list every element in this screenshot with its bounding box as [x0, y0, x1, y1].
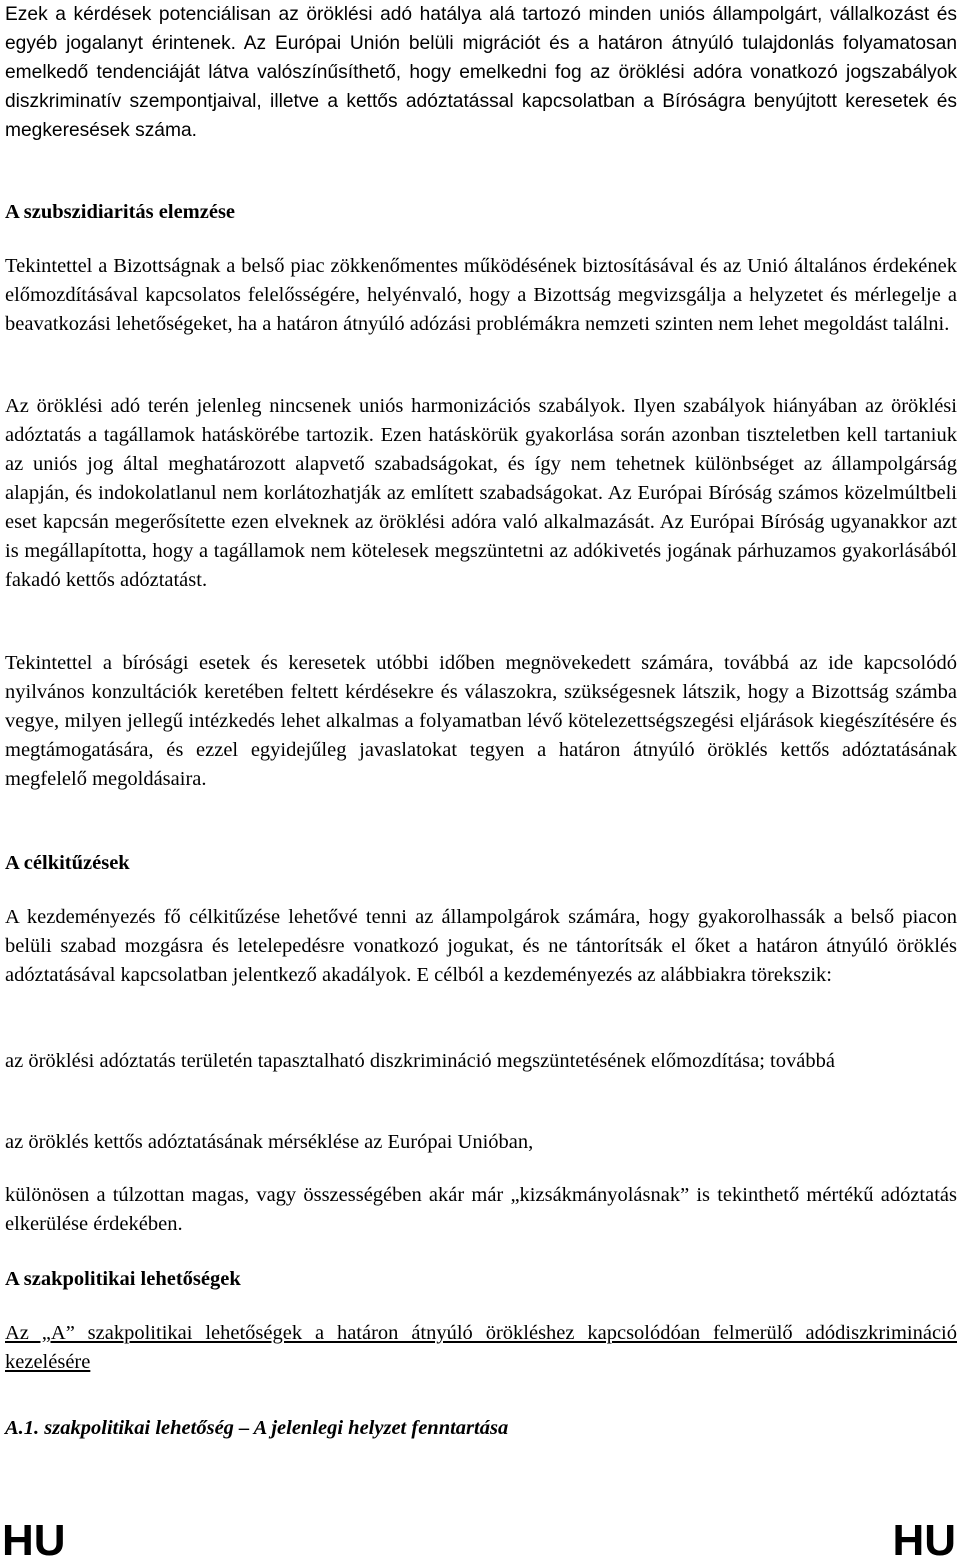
subsidiarity-paragraph: Az öröklési adó terén jelenleg nincsenek uniós harmonizációs szabályok. Ilyen szabályok hiányában az öröklési adóztatás a tagállamok hatáskörébe tartozik. Ezen hatáskörük gyakorlása során azonban tiszteletben kell tartaniuk az uniós jog által meghatározott alapvető szabadságokat, és így nem tehetnek különbséget az állampolgárság alapján, és indokolatlanul nem korlátozhatják az említett szabadságokat. Az Európai Bíróság számos közelmúltbeli eset kapcsán megerősítette ezen elveknek az öröklési adóra való alkalmazását. Az Európai Bíróság ugyanakkor azt is megállapította, hogy a tagállamok nem kötelesek megszüntetni az adókivetés jogának párhuzamos gyakorlásából fakadó kettős adóztatást.: [5, 395, 957, 591]
options-group-a-heading: Az „A” szakpolitikai lehetőségek a határon átnyúló örökléshez kapcsolódóan felmerülő adódiszkrimináció kezelésére: [5, 1322, 957, 1373]
subsidiarity-paragraph: Tekintettel a Bizottságnak a belső piac zökkenőmentes működésének biztosításával és az Unió általános érdekének előmozdításával kapcsolatos felelősségére, helyénvaló, hogy a Bizottság megvizsgálja a helyzetet és mérlegelje a beavatkozási lehetőségeket, ha a határon átnyúló adózási problémákra nemzeti szinten nem lehet megoldást találni.: [5, 255, 957, 335]
intro-paragraph: Ezek a kérdések potenciálisan az öröklési adó hatálya alá tartozó minden uniós állampolgárt, vállalkozást és egyéb jogalanyt érintenek. Az Európai Unión belüli migrációt és a határon átnyúló tulajdonlás folyamatosan emelkedő tendenciáját látva valószínűsíthető, hogy emelkedni fog az öröklési adóra vonatkozó jogszabályok diszkriminatív szempontjaival, illetve a kettős adóztatással kapcsolatban a Bíróságra benyújtott keresetek és megkeresések száma.: [5, 4, 957, 141]
footer-language-code-left: HU: [2, 1516, 66, 1565]
goals-heading: A célkitűzések: [5, 852, 130, 874]
subsidiarity-heading: A szubszidiaritás elemzése: [5, 201, 236, 223]
subsidiarity-paragraph: Tekintettel a bírósági esetek és keresetek utóbbi időben megnövekedett számára, továbbá az ide kapcsolódó nyilvános konzultációk keretében feltett kérdésekre és válaszokra, szükségesnek látszik, hogy a Bizottság számba vegye, milyen jellegű intézkedés lehet alkalmas a folyamatban lévő kötelezettségszegési eljárások kiegészítésére és megtámogatására, és ezzel egyidejűleg javaslatokat tegyen a határon átnyúló öröklés kettős adóztatásának megfelelő megoldásaira.: [5, 652, 957, 790]
goal-item: különösen a túlzottan magas, vagy összességében akár már „kizsákmányolásnak” is tekinthető mértékű adóztatás elkerülése érdekében.: [5, 1184, 957, 1235]
goal-item: az öröklés kettős adóztatásának mérséklése az Európai Unióban,: [5, 1131, 534, 1153]
goals-intro-paragraph: A kezdeményezés fő célkitűzése lehetővé tenni az állampolgárok számára, hogy gyakorolhassák a belső piacon belüli szabad mozgásra és letelepedésre vonatkozó jogukat, és ne tántorítsák el őket a határon átnyúló öröklés adóztatásával kapcsolatban jelentkező akadályok. E célból a kezdeményezés az alábbiakra törekszik:: [5, 906, 957, 986]
footer-language-code-right: HU: [892, 1516, 956, 1565]
option-a1-heading: A.1. szakpolitikai lehetőség – A jelenlegi helyzet fenntartása: [5, 1417, 509, 1439]
goal-item: az öröklési adóztatás területén tapasztalható diszkrimináció megszüntetésének előmozdítása; továbbá: [5, 1050, 835, 1072]
options-heading: A szakpolitikai lehetőségek: [5, 1268, 241, 1290]
